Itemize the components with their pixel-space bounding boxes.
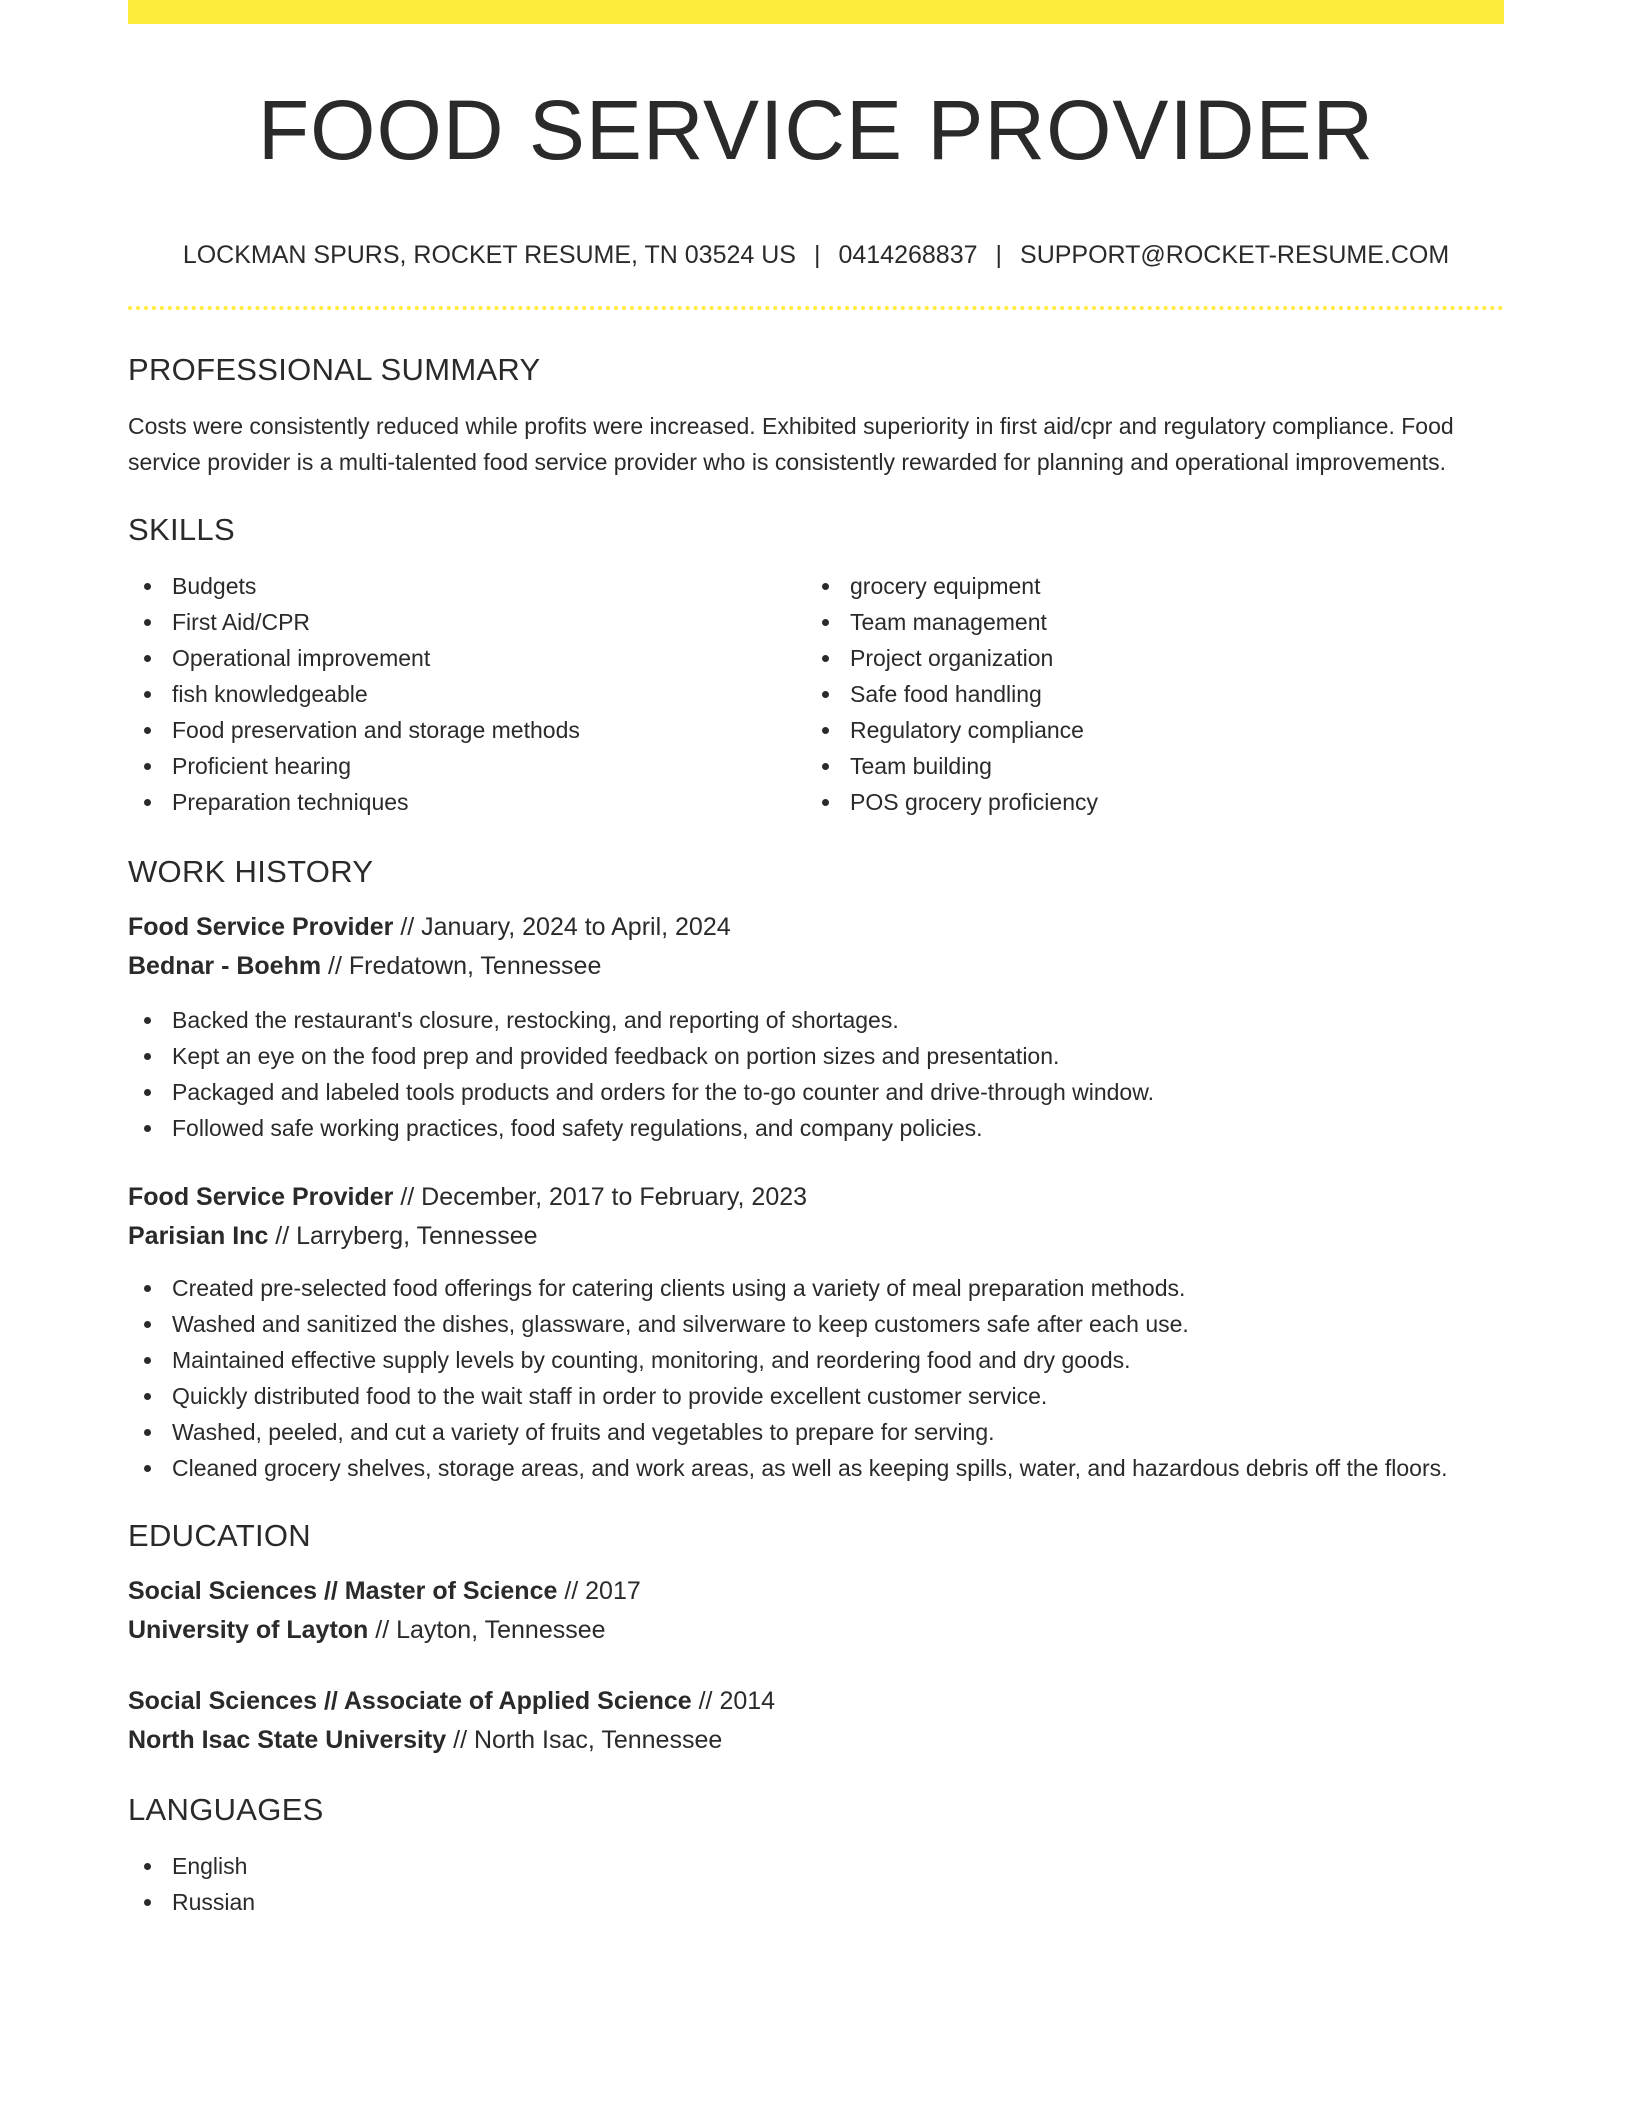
education-entry xyxy=(128,1682,1504,1760)
job-duty-item: Washed and sanitized the dishes, glassware, and silverware to keep customers safe after each use. xyxy=(128,1306,1504,1342)
education-entry xyxy=(128,1572,1504,1650)
languages-list xyxy=(128,1848,1504,1920)
language-item: Russian xyxy=(128,1884,1504,1920)
education-section xyxy=(128,1516,1504,1760)
skill-item: grocery equipment xyxy=(806,568,1484,604)
education-degree: Social Sciences // Associate of Applied Science xyxy=(128,1687,692,1715)
job-duty-item: Backed the restaurant's closure, restocking, and reporting of shortages. xyxy=(128,1002,1504,1038)
resume-content xyxy=(128,350,1504,1920)
job-duty-item: Packaged and labeled tools products and orders for the to-go counter and drive-through window. xyxy=(128,1074,1504,1110)
job-role: Food Service Provider xyxy=(128,1183,394,1211)
job-duty-item: Kept an eye on the food prep and provided feedback on portion sizes and presentation. xyxy=(128,1038,1504,1074)
language-item: English xyxy=(128,1848,1504,1884)
skills-heading: SKILLS xyxy=(128,512,235,547)
skill-item: Budgets xyxy=(128,568,806,604)
job-duty-item: Maintained effective supply levels by counting, monitoring, and reordering food and dry goods. xyxy=(128,1342,1504,1378)
job-company: Bednar - Boehm xyxy=(128,952,322,980)
job-location: // Fredatown, Tennessee xyxy=(321,952,602,980)
education-school: University of Layton xyxy=(128,1616,369,1644)
education-year: // 2014 xyxy=(691,1687,776,1715)
education-location: // Layton, Tennessee xyxy=(368,1616,606,1644)
job-duty-item: Created pre-selected food offerings for catering clients using a variety of meal preparation methods. xyxy=(128,1270,1504,1306)
skill-item: Preparation techniques xyxy=(128,784,806,820)
contact-phone[interactable]: 0414268837 xyxy=(838,241,978,269)
languages-heading: LANGUAGES xyxy=(128,1792,324,1827)
languages-section xyxy=(128,1790,1504,1920)
job-company-line xyxy=(128,947,1504,986)
contact-separator: | xyxy=(813,241,821,269)
job-duty-item: Quickly distributed food to the wait staff in order to provide excellent customer service. xyxy=(128,1378,1504,1414)
job-role-line xyxy=(128,908,1504,947)
skills-section xyxy=(128,510,1504,820)
job-duties xyxy=(128,1002,1504,1146)
resume-title: FOOD SERVICE PROVIDER xyxy=(257,83,1375,177)
job-company-line xyxy=(128,1217,1504,1256)
skills-list-right xyxy=(806,568,1484,820)
skill-item: Project organization xyxy=(806,640,1484,676)
skill-item: Food preservation and storage methods xyxy=(128,712,806,748)
job-dates: // January, 2024 to April, 2024 xyxy=(393,913,731,941)
job-duty-item: Washed, peeled, and cut a variety of fruits and vegetables to prepare for serving. xyxy=(128,1414,1504,1450)
contact-address: LOCKMAN SPURS, ROCKET RESUME, TN 03524 US xyxy=(182,241,796,269)
summary-heading: PROFESSIONAL SUMMARY xyxy=(128,352,541,387)
job-entry xyxy=(128,1178,1504,1486)
skill-item: Team management xyxy=(806,604,1484,640)
skill-item: Proficient hearing xyxy=(128,748,806,784)
job-role-line xyxy=(128,1178,1504,1217)
skill-item: Safe food handling xyxy=(806,676,1484,712)
job-location: // Larryberg, Tennessee xyxy=(268,1222,538,1250)
contact-line xyxy=(128,238,1504,272)
work-history-heading: WORK HISTORY xyxy=(128,854,374,889)
job-entry xyxy=(128,908,1504,1146)
skill-item: fish knowledgeable xyxy=(128,676,806,712)
education-heading: EDUCATION xyxy=(128,1518,311,1553)
education-school: North Isac State University xyxy=(128,1726,447,1754)
job-duty-item: Cleaned grocery shelves, storage areas, and work areas, as well as keeping spills, water, and hazardous debris off the floors. xyxy=(128,1450,1504,1486)
job-company: Parisian Inc xyxy=(128,1222,269,1250)
skill-item: Team building xyxy=(806,748,1484,784)
job-duties xyxy=(128,1270,1504,1486)
education-year: // 2017 xyxy=(557,1577,641,1605)
summary-section xyxy=(128,350,1504,480)
skill-item: First Aid/CPR xyxy=(128,604,806,640)
resume-page xyxy=(128,0,1504,2112)
skill-item: Regulatory compliance xyxy=(806,712,1484,748)
skill-item: Operational improvement xyxy=(128,640,806,676)
education-location: // North Isac, Tennessee xyxy=(446,1726,723,1754)
header-divider xyxy=(128,306,1504,310)
skill-item: POS grocery proficiency xyxy=(806,784,1484,820)
education-degree-line xyxy=(128,1682,1504,1721)
education-school-line xyxy=(128,1721,1504,1760)
education-degree-line xyxy=(128,1572,1504,1611)
education-school-line xyxy=(128,1611,1504,1650)
skills-list-left xyxy=(128,568,806,820)
contact-email[interactable]: SUPPORT@ROCKET-RESUME.COM xyxy=(1020,241,1450,269)
work-history-section xyxy=(128,852,1504,1486)
education-degree: Social Sciences // Master of Science xyxy=(128,1577,558,1605)
job-dates: // December, 2017 to February, 2023 xyxy=(393,1183,808,1211)
job-duty-item: Followed safe working practices, food safety regulations, and company policies. xyxy=(128,1110,1504,1146)
top-accent-bar xyxy=(128,0,1504,24)
skills-columns xyxy=(128,568,1504,820)
job-role: Food Service Provider xyxy=(128,913,394,941)
contact-separator: | xyxy=(995,241,1003,269)
summary-text: Costs were consistently reduced while profits were increased. Exhibited superiority in first aid/cpr and regulatory compliance. Food service provider is a multi-talented food service provider who is consistently rewarded for planning and operational improvements. xyxy=(128,413,1454,475)
